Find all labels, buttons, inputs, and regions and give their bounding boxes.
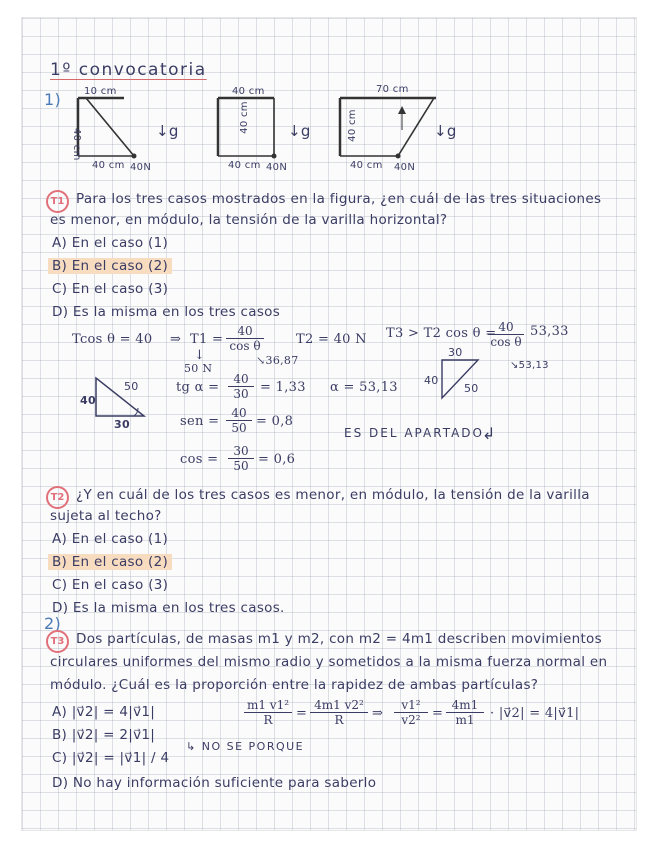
t3-work-result: · |v⃗2| = 4|v⃗1|: [490, 706, 580, 721]
t1-work-t1-num: 40: [226, 324, 264, 339]
t1-triangle-1: [82, 372, 162, 432]
t3-work-rhs-fraction: [310, 698, 368, 727]
t1-triangle-1-hyp: 50: [124, 380, 139, 393]
t1-work-tg-label: tg α =: [176, 380, 220, 395]
t1-triangle-2-drawing: [424, 346, 564, 406]
figure-3-top-label: 70 cm: [376, 84, 409, 95]
t3-work-equals-2: =: [432, 706, 444, 721]
t1-option-a: A) En el caso (1): [52, 235, 169, 251]
t1-work-cos-value: = 0,6: [258, 452, 296, 467]
t1-triangle-2-top: 30: [448, 346, 463, 359]
t1-triangle-2-left: 40: [424, 374, 439, 387]
figure-2-gravity-label: ↓g: [288, 122, 311, 140]
t1-work-sen-fraction: [226, 406, 252, 435]
t1-work-t2-eq: T2 = 40 N: [296, 332, 367, 347]
figure-3-weight-label: 40N: [394, 162, 416, 173]
t3-work-equals: =: [296, 706, 308, 721]
figure-3-bottom-label: 40 cm: [350, 160, 383, 171]
t1-work-t3-eq: T3 > T2 cos θ =: [386, 326, 497, 341]
t1-work-cos-label: cos =: [180, 452, 219, 467]
section-1-number: 1): [44, 90, 62, 109]
figure-case-3: [338, 80, 468, 178]
figure-3-gravity-label: ↓g: [434, 122, 457, 140]
figure-1-bottom-label: 40 cm: [92, 160, 125, 171]
t3-work-lhs-den: R: [263, 713, 273, 727]
t1-work-t3-value: 53,33: [530, 324, 569, 339]
t2-badge: T2: [46, 486, 69, 509]
t2-question-line-2: sujeta al techo?: [50, 508, 162, 524]
t1-work-cos-fraction: [228, 444, 254, 473]
figure-2-bottom-label: 40 cm: [228, 160, 261, 171]
t1-work-angle-note: ↘36,87: [256, 354, 299, 367]
t1-work-sen-num: 40: [226, 406, 252, 421]
figure-1-top-label: 10 cm: [84, 86, 117, 97]
t1-work-note-arrow: ↲: [482, 424, 496, 443]
t3-badge: T3: [46, 630, 69, 653]
t1-triangle-2-hyp: 50: [464, 382, 479, 395]
t1-triangle-1-height: 40: [80, 394, 96, 407]
t3-option-c: C) |v⃗2| = |v⃗1| / 4: [52, 750, 170, 766]
t2-option-c: C) En el caso (3): [52, 577, 169, 593]
t1-work-t3-num: 40: [488, 320, 524, 335]
t1-work-t1-label: T1 =: [190, 332, 224, 347]
t3-work-mass-num: 4m1: [446, 698, 484, 713]
t3-question-line-1: Dos partículas, de masas m1 y m2, con m2 = 4m1 describen movimientos: [76, 631, 602, 647]
t1-option-b: B) En el caso (2): [48, 258, 172, 274]
figure-1-left-label: 40 cm: [71, 128, 82, 161]
t1-work-t1-fraction: [226, 324, 264, 353]
t1-work-arrow: ⇒: [170, 332, 182, 347]
t3-option-b: B) |v⃗2| = 2|v⃗1|: [52, 727, 156, 743]
t3-work-rhs-num: 4m1 v2²: [310, 698, 368, 713]
t2-question-line-1: ¿Y en cuál de los tres casos es menor, en módulo, la tensión de la varilla: [76, 487, 590, 503]
t1-work-cos-den: 50: [233, 459, 249, 473]
t1-work-t3-den: cos θ: [490, 335, 522, 349]
t1-work-note: ES DEL APARTADO: [344, 426, 484, 440]
t1-work-cos-num: 30: [228, 444, 254, 459]
t3-work-ratio-num: v1²: [394, 698, 428, 713]
t1-triangle-2: [424, 346, 564, 406]
t3-work-mass-fraction: [446, 698, 484, 727]
t2-option-d: D) Es la misma en los tres casos.: [52, 600, 285, 616]
t1-work-tg-fraction: [228, 372, 254, 401]
figure-case-1: [71, 86, 186, 178]
t1-badge: T1: [46, 190, 69, 213]
t1-triangle-1-base: 30: [114, 418, 130, 431]
t1-work-down-arrow: ↓: [194, 348, 206, 363]
t3-work-ratio-fraction: [394, 698, 428, 727]
t3-question-line-3: módulo. ¿Cuál es la proporción entre la rapidez de ambas partículas?: [50, 677, 539, 693]
t3-option-d: D) No hay información suficiente para saberlo: [52, 775, 377, 791]
t3-work-rhs-den: R: [334, 713, 344, 727]
t2-option-a: A) En el caso (1): [52, 531, 169, 547]
t3-work-ratio-den: v2²: [401, 713, 421, 727]
t1-option-d: D) Es la misma en los tres casos: [52, 304, 281, 320]
t1-work-sen-den: 50: [231, 421, 247, 435]
t1-work-t3-fraction: [488, 320, 524, 349]
figure-1-gravity-label: ↓g: [156, 122, 179, 140]
t1-work-tg-num: 40: [228, 372, 254, 387]
figure-2-weight-label: 40N: [266, 162, 288, 173]
figure-2-top-label: 40 cm: [232, 86, 265, 97]
t1-work-50n: 50 N: [184, 362, 213, 375]
t1-question-line-2: es menor, en módulo, la tensión de la varilla horizontal?: [50, 212, 448, 228]
t1-work-t1-den: cos θ: [229, 339, 261, 353]
t3-work-lhs-fraction: [244, 698, 292, 727]
t1-work-tg-den: 30: [233, 387, 249, 401]
figure-2-left-label: 40 cm: [238, 101, 250, 134]
t1-work-sen-value: = 0,8: [256, 414, 294, 429]
t1-triangle-2-angle: ↘53,13: [510, 360, 549, 371]
figure-1-weight-label: 40N: [130, 162, 152, 173]
t3-work-mass-den: m1: [455, 713, 475, 727]
t2-option-b: B) En el caso (2): [48, 554, 172, 570]
t1-question-line-1: Para los tres casos mostrados en la figura, ¿en cuál de las tres situaciones: [76, 191, 602, 207]
t1-option-c: C) En el caso (3): [52, 281, 169, 297]
t3-option-a: A) |v⃗2| = 4|v⃗1|: [52, 704, 156, 720]
t1-work-alpha: α = 53,13: [330, 380, 398, 395]
t3-side-note: ↳ NO SE PORQUE: [186, 740, 305, 753]
t1-work-eq1: Tcos θ = 40: [72, 332, 153, 347]
t3-question-line-2: circulares uniformes del mismo radio y sometidos a la misma fuerza normal en: [50, 654, 608, 670]
section-2-number: 2): [44, 614, 62, 633]
t3-work-arrow: ⇒: [372, 706, 384, 721]
page-title: 1º convocatoria: [50, 60, 207, 80]
figure-case-2: [216, 88, 326, 178]
figure-3-left-label: 40 cm: [346, 109, 358, 142]
t1-work-tg-value: = 1,33: [260, 380, 306, 395]
t1-work-sen-label: sen =: [180, 414, 220, 429]
t3-work-lhs-num: m1 v1²: [244, 698, 292, 713]
